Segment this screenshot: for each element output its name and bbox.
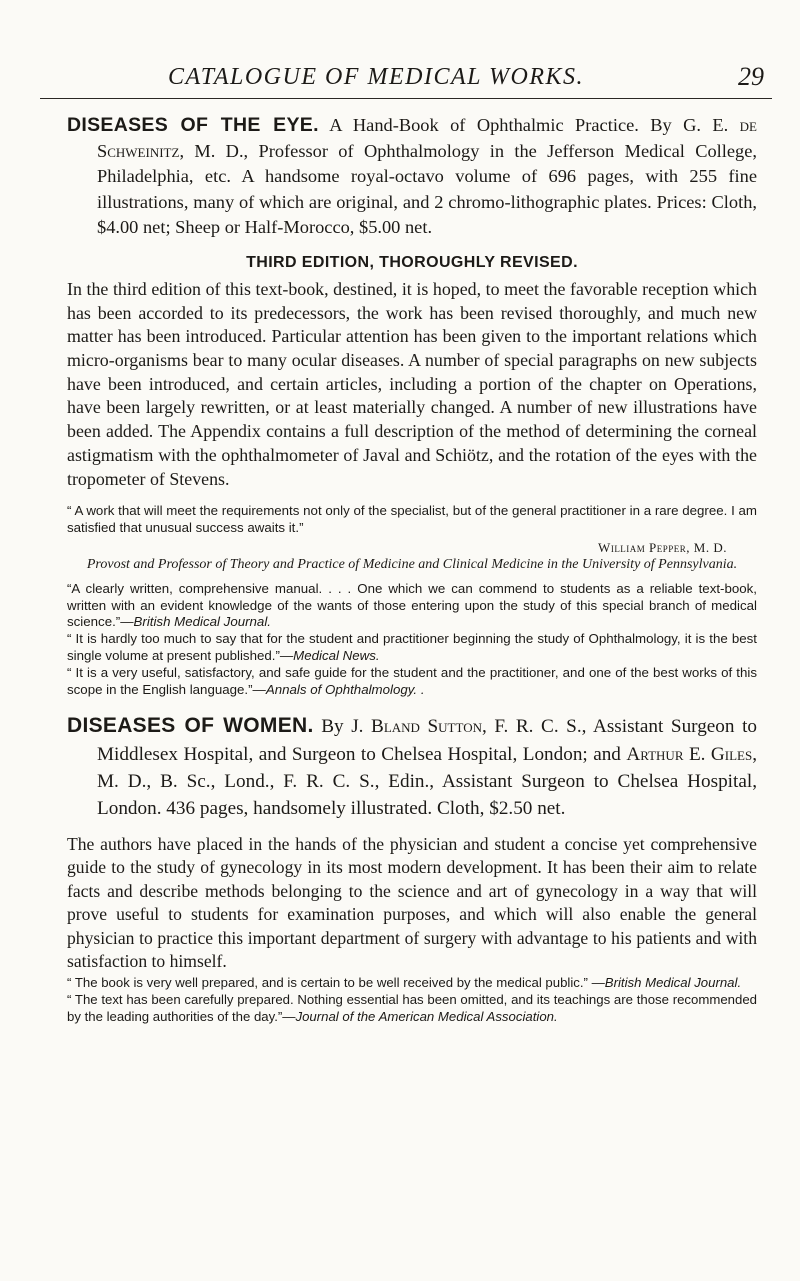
entry-women-by: By: [313, 716, 352, 738]
review-text: “ It is hardly too much to say that for the student and practitioner beginning the study of Ophthalmology, it is the best single volume at present published.”—: [67, 631, 757, 664]
review-quote: [67, 974, 757, 991]
review-quote: [67, 991, 757, 1025]
entry-women-body: The authors have placed in the hands of the physician and student a concise yet comprehensive guide to the study of gynecology in its most modern development. It has been their aim to relate facts and describe methods belonging to the science and art of gynecology in a way that will prove useful to students for examination purposes, and which will also enable the general physician to practice this important department of surgery with advantage to his patients and with satisfaction to himself.: [67, 833, 757, 972]
page-content: [67, 113, 757, 1025]
entry-women-details: , M. D., B. Sc., Lond., F. R. C. S., Edin., Assistant Surgeon to Chelsea Hospital, London. 436 pages, handsomely illustrated. Cloth, $2.50 net.: [97, 743, 757, 820]
review-quote: [67, 665, 757, 699]
review-source: Medical News.: [293, 648, 380, 664]
entry-women-author: J. Bland Sutton: [351, 716, 482, 738]
review-quote: [67, 631, 757, 665]
review-source: Journal of the American Medical Association.: [295, 1008, 558, 1024]
entry-women-author: Arthur E. Giles: [626, 743, 753, 765]
entry-women-details: , F. R. C. S., Assistant Surgeon to Middlesex Hospital, and Surgeon to Chelsea Hospital, London; and: [97, 716, 757, 765]
entry-eye-author: de Schweinitz: [97, 115, 757, 161]
page-number: 29: [738, 62, 764, 91]
review-author: William Pepper, M. D.: [598, 539, 727, 555]
entry-eye-heading: [67, 113, 757, 241]
edition-note: THIRD EDITION, THOROUGHLY REVISED.: [246, 253, 578, 271]
entry-eye-details: , M. D., Professor of Ophthalmology in the Jefferson Medical College, Philadelphia, etc. A handsome royal-octavo volume of 696 pages, with 255 fine illustrations, many of which are original, and 2 chromo-lithographic plates. Prices: Cloth, $4.00 net; Sheep or Half-Morocco, $5.00 net.: [97, 140, 757, 238]
running-header: [40, 62, 772, 99]
review-source: British Medical Journal.: [133, 614, 271, 630]
entry-eye-body: In the third edition of this text-book, destined, it is hoped, to meet the favorable reception which has been accorded to its predecessors, the work has been revised thoroughly, and much new matter has been introduced. Particular attention has been given to the important relations which micro-organisms bear to many ocular diseases. A number of special paragraphs on new subjects have been introduced, and certain articles, including a portion of the chapter on Operations, have been largely rewritten, or at least materially changed. A number of new illustrations have been added. The Appendix contains a full description of the method of determining the corneal astigmatism with the ophthalmometer of Javal and Schiötz, and the rotation of the eyes with the tropometer of Stevens.: [67, 278, 757, 489]
review-source: British Medical Journal.: [604, 974, 742, 990]
review-text: “A clearly written, comprehensive manual. . . . One which we can commend to students as a reliable text-book, written with an evident knowledge of the wants of those entering upon the study of this special branch of medical science.”—: [67, 580, 757, 630]
entry-women-title: DISEASES OF WOMEN.: [67, 714, 314, 738]
review-quote: [67, 581, 757, 631]
entry-eye-title: DISEASES OF THE EYE.: [67, 114, 319, 136]
running-title: CATALOGUE OF MEDICAL WORKS.: [167, 64, 585, 90]
review-text: “ The text has been carefully prepared. Nothing essential has been omitted, and its teachings are those recommended by the leading authorities of the day.”—: [67, 991, 757, 1024]
entry-women-heading: [67, 712, 757, 822]
review-text: “ The book is very well prepared, and is certain to be well received by the medical public.” —: [67, 974, 605, 990]
review-author-role: Provost and Professor of Theory and Practice of Medicine and Clinical Medicine in the University of Pennsylvania.: [86, 556, 738, 572]
entry-eye-description: A Hand-Book of Ophthalmic Practice. By G. E.: [318, 115, 740, 135]
review-text: “ It is a very useful, satisfactory, and safe guide for the student and the practitioner, and one of the best works of this scope in the English language.”—: [67, 664, 757, 697]
review-quote: “ A work that will meet the requirements not only of the specialist, but of the general practitioner in a rare degree. I am satisfied that unusual success awaits it.”: [67, 503, 757, 536]
review-source: Annals of Ophthalmology. .: [265, 681, 425, 697]
